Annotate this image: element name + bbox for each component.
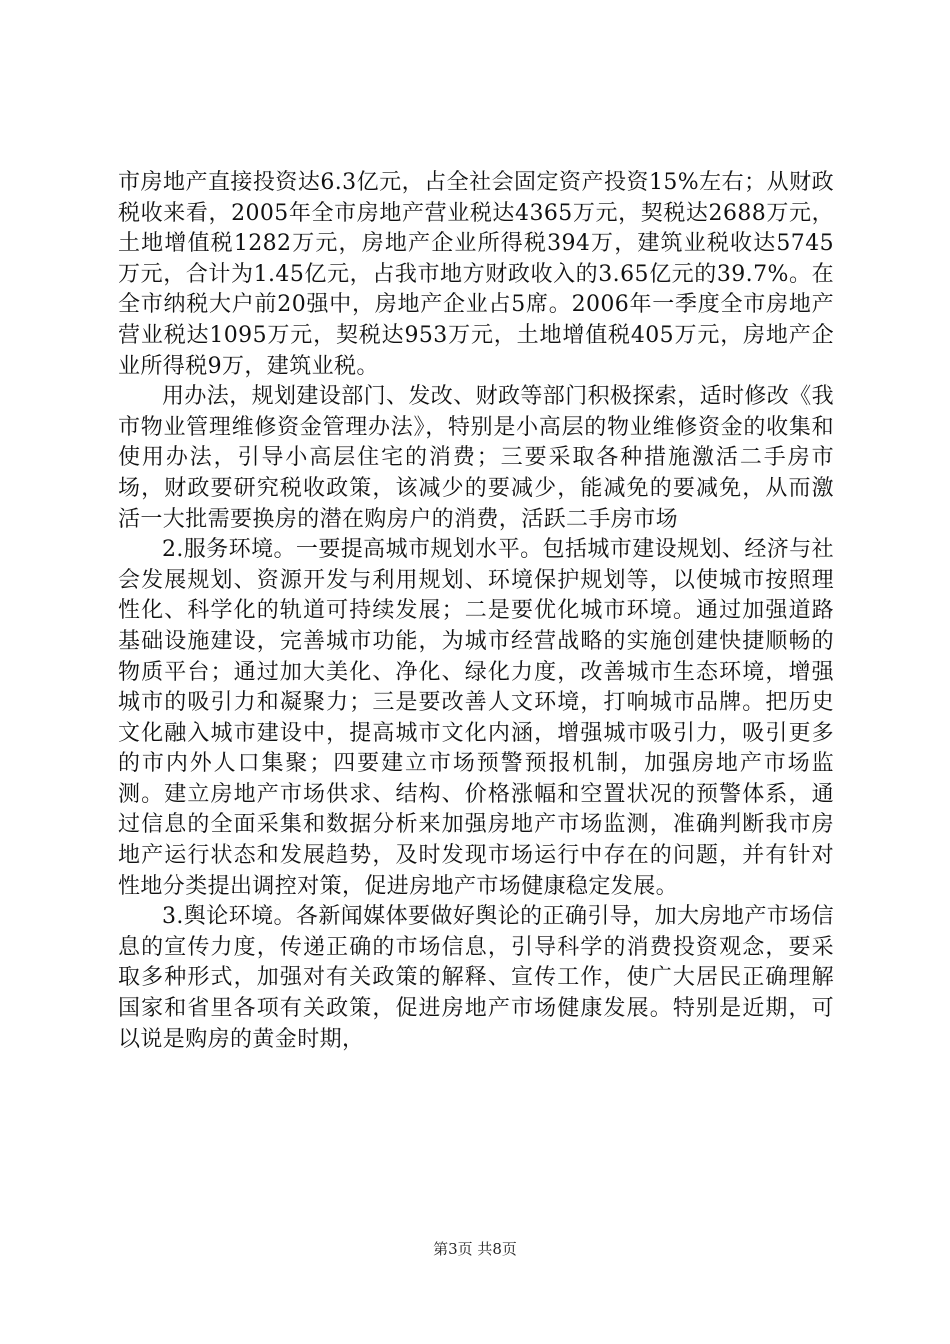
page-number-footer: 第3页 共8页 <box>433 1240 517 1258</box>
paragraph-service-environment: 2.服务环境。一要提高城市规划水平。包括城市建设规划、经济与社会发展规划、资源开发与利用规划、环境保护规划等，以使城市按照理性化、科学化的轨道可持续发展；二是要优化城市环境。通过加强道路基础设施建设，完善城市功能，为城市经营战略的实施创建快捷顺畅的物质平台；通过加大美化、净化、绿化力度，改善城市生态环境，增强城市的吸引力和凝聚力；三是要改善人文环境，打响城市品牌。把历史文化融入城市建设中，提高城市文化内涵，增强城市吸引力，吸引更多的市内外人口集聚；四要建立市场预警预报机制，加强房地产市场监测。建立房地产市场供求、结构、价格涨幅和空置状况的预警体系，通过信息的全面采集和数据分析来加强房地产市场监测，准确判断我市房地产运行状态和发展趋势，及时发现市场运行中存在的问题，并有针对性地分类提出调控对策，促进房地产市场健康稳定发展。 <box>118 537 834 899</box>
document-body <box>118 168 834 1055</box>
paragraph-maintenance-fund: 用办法，规划建设部门、发改、财政等部门积极探索，适时修改《我市物业管理维修资金管理办法》，特别是小高层的物业维修资金的收集和使用办法，引导小高层住宅的消费；三要采取各种措施激活二手房市场，财政要研究税收政策，该减少的要减少，能减免的要减免，从而激活一大批需要换房的潜在购房户的消费，活跃二手房市场 <box>118 384 835 532</box>
paragraph-public-opinion: 3.舆论环境。各新闻媒体要做好舆论的正确引导，加大房地产市场信息的宣传力度，传递正确的市场信息，引导科学的消费投资观念，要采取多种形式，加强对有关政策的解释、宣传工作，使广大居民正确理解国家和省里各项有关政策，促进房地产市场健康发展。特别是近期，可以说是购房的黄金时期， <box>118 904 834 1052</box>
paragraph-tax-revenue: 市房地产直接投资达6.3亿元，占全社会固定资产投资15%左右；从财政税收来看，2005年全市房地产营业税达4365万元，契税达2688万元，土地增值税1282万元，房地产企业所得税394万，建筑业税收达5745万元，合计为1.45亿元，占我市地方财政收入的3.65亿元的39.7%。在全市纳税大户前20强中，房地产企业占5席。2006年一季度全市房地产营业税达1095万元，契税达953万元，土地增值税405万元，房地产企业所得税9万，建筑业税。 <box>118 170 834 379</box>
